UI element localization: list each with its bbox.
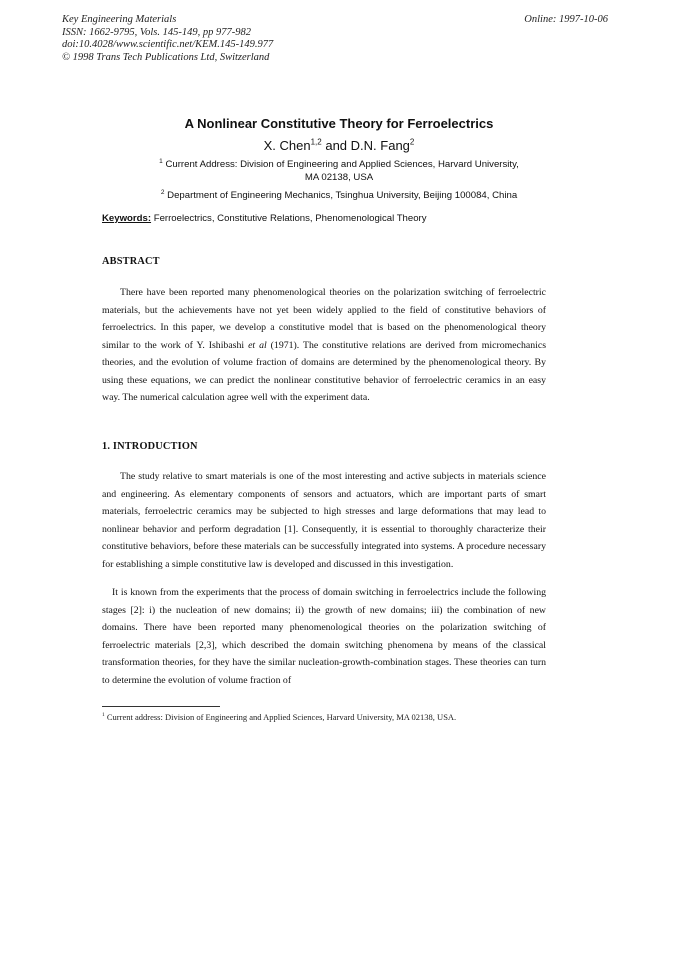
doi-line[interactable]: doi:10.4028/www.scientific.net/KEM.145-149.977 — [62, 39, 274, 50]
affiliation-2-mark: 2 — [160, 188, 165, 196]
online-date: Online: 1997-10-06 — [524, 14, 608, 25]
paper-title: A Nonlinear Constitutive Theory for Ferroelectrics — [184, 116, 494, 131]
author-1: X. Chen — [263, 138, 311, 153]
abstract-text-italic: et al — [248, 339, 267, 351]
affiliation-2 — [0, 190, 678, 203]
keywords-label: Keywords: — [102, 213, 152, 224]
journal-name: Key Engineering Materials — [62, 14, 177, 25]
keywords — [102, 213, 427, 224]
footnote-text: Current address: Division of Engineering and Applied Sciences, Harvard University, MA 02138, USA. — [104, 712, 457, 722]
footnote — [102, 712, 456, 722]
author-conjunction: and — [321, 138, 351, 153]
footnote-mark: 1 — [102, 712, 105, 719]
introduction-paragraph-2-text: It is known from the experiments that the process of domain switching in ferroelectrics include the following stages [2]: i) the nucleation of new domains; ii) the growth of new domains; iii) the combination of new domains. There have been reported many phenomenological theories on the polarization switching of ferroelectric materials [2,3], which described the domain switching phenomena by means of the classical transformation theories, for they have the similar nucleation-growth-combination stages. These theories can turn to determine the evolution of volume fraction of — [102, 587, 546, 686]
introduction-paragraph-1-text: The study relative to smart materials is one of the most interesting and active subjects in materials science and engineering. As elementary components of sensors and actuators, which are important parts of smart materials, ferroelectric ceramics may be subjected to high stresses and large deformations that may lead to nonlinear behavior and perform degradation [1]. Consequently, it is essential to thoroughly characterize their constitutive behaviors, before these materials can be successfully integrated into systems. A procedure necessary for establishing a simple constitutive law is developed and discussed in this investigation. — [102, 471, 546, 570]
affiliation-1 — [0, 159, 678, 184]
abstract-paragraph — [102, 284, 546, 407]
introduction-paragraph-1 — [102, 468, 546, 573]
copyright-line: © 1998 Trans Tech Publications Ltd, Switzerland — [62, 51, 270, 63]
abstract-text-end: (1971). The constitutive relations are derived from micromechanics theories, and the evolution of volume fraction of domains are determined by the phenomenological theory. By using these equations, we can predict the nonlinear constitutive behavior of ferroelectric ceramics in an easy way. The numerical calculation agree well with the experiment data. — [102, 339, 547, 403]
author-2: D.N. Fang — [350, 138, 410, 153]
affiliation-1-mark: 1 — [159, 157, 163, 165]
affiliation-1-line-2: MA 02138, USA — [304, 171, 374, 183]
affiliation-1-line-1: Current Address: Division of Engineering and Applied Sciences, Harvard University, — [162, 159, 519, 170]
abstract-text-start: There have been reported many phenomenological theories on the polarization switching of ferroelectric materials, but the achievements have not yet been widely applied to the field of constitutive behaviors of ferroelectrics. In this paper, we develop a constitutive model that is based on the phenomenological theory similar to the work of Y. Ishibashi — [102, 287, 546, 351]
author-line — [0, 138, 678, 153]
footnote-divider — [102, 706, 220, 707]
introduction-paragraph-2 — [102, 584, 546, 689]
issn-line: ISSN: 1662-9795, Vols. 145-149, pp 977-982 — [62, 26, 251, 38]
author-1-affiliation-mark: 1,2 — [310, 137, 322, 147]
abstract-heading: ABSTRACT — [102, 256, 160, 267]
journal-metadata — [62, 14, 273, 64]
introduction-heading: 1. INTRODUCTION — [102, 441, 198, 452]
keywords-list: Ferroelectrics, Constitutive Relations, Phenomenological Theory — [151, 213, 427, 224]
affiliation-2-text: Department of Engineering Mechanics, Tsinghua University, Beijing 100084, China — [164, 190, 518, 201]
author-2-affiliation-mark: 2 — [409, 137, 415, 147]
